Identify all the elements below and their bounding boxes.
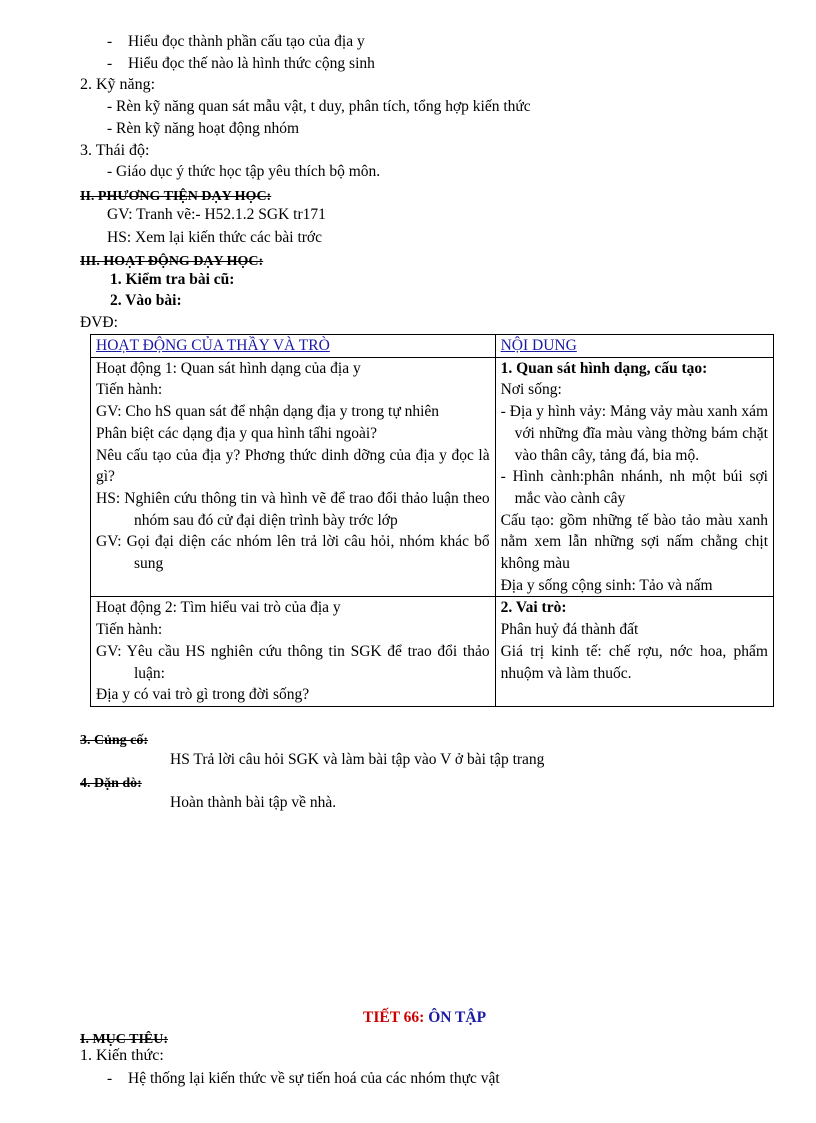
table-row [91, 357, 774, 597]
content-title: 2. Vai trò: [500, 599, 567, 617]
dvd-label: ĐVĐ: [80, 314, 118, 331]
content-line: Nơi sống: [500, 381, 562, 399]
consolidation-text: HS Trả lời câu hỏi SGK và làm bài tập vào V ở bài tập trang [170, 751, 545, 768]
table-header-left: HOẠT ĐỘNG CỦA THẦY VÀ TRÒ [91, 335, 496, 358]
objective-bullet: Hiểu đọc thành phần cấu tạo của địa y [128, 33, 365, 50]
activity-line: Địa y có vai trò gì trong đời sống? [96, 686, 310, 704]
activity-line: Phân biệt các dạng địa y qua hình tấhi ngoài? [96, 424, 378, 442]
activity-2-cell [91, 597, 496, 707]
content-line: Cấu tạo: gồm những tế bào tảo màu xanh nằm xem lẫn những sợi nấm chằng chịt không màu [500, 511, 768, 573]
bullet-dash: - [107, 55, 113, 72]
knowledge-bullet: Hệ thống lại kiến thức về sự tiến hoá của các nhóm thực vật [128, 1070, 500, 1087]
content-title: 1. Quan sát hình dạng, cấu tạo: [500, 359, 708, 377]
content-line: Phân huỷ đá thành đất [500, 621, 639, 639]
bullet-dash: - [107, 1070, 113, 1087]
section-2-heading: II. PHƯƠNG TIỆN DẠY HỌC: [80, 189, 272, 204]
skill-item: - Rèn kỹ năng hoạt động nhóm [107, 120, 300, 137]
attitude-heading: 3. Thái độ: [80, 142, 150, 159]
homework-heading: 4. Dặn dò: [80, 776, 142, 791]
student-materials: HS: Xem lại kiến thức các bài trớc [107, 229, 323, 246]
activity-title: Hoạt động 2: Tìm hiểu vai trò của địa y [96, 599, 341, 617]
activity-line: HS: Nghiên cứu thông tin và hình vẽ để trao đổi thảo luận theo nhóm sau đó cử đại diện trình bày trớc lớp [96, 489, 490, 529]
teacher-materials: GV: Tranh vẽ:- H52.1.2 SGK tr171 [107, 206, 326, 223]
table-header-right: NỘI DUNG [495, 335, 773, 358]
objective-bullet: Hiểu đọc thế nào là hình thức cộng sinh [128, 55, 375, 72]
content-line: Giá trị kinh tế: chế rợu, nớc hoa, phẩm nhuộm và làm thuốc. [500, 642, 768, 682]
lesson-title: TIẾT 66: ÔN TẬP [363, 1009, 487, 1026]
content-2-cell [495, 597, 773, 707]
activity-line: GV: Gọi đại diện các nhóm lên trả lời câu hỏi, nhóm khác bổ sung [96, 533, 490, 573]
skills-heading: 2. Kỹ năng: [80, 76, 156, 93]
activity-line: Nêu cấu tạo của địa y? Phơng thức dinh dỡng của địa y đọc là gì? [96, 446, 490, 486]
skill-item: - Rèn kỹ năng quan sát mẫu vật, t duy, phân tích, tổng hợp kiến thức [107, 98, 531, 115]
step-item: 1. Kiểm tra bài cũ: [110, 271, 235, 288]
content-1-cell [495, 357, 773, 597]
activity-line: GV: Yêu cầu HS nghiên cứu thông tin SGK để trao đổi thảo luận: [96, 642, 490, 682]
attitude-text: - Giáo dục ý thức học tập yêu thích bộ môn. [107, 163, 381, 180]
homework-text: Hoàn thành bài tập về nhà. [170, 794, 337, 811]
section-3-heading: III. HOẠT ĐỘNG DẠY HỌC: [80, 254, 264, 269]
consolidation-heading: 3. Củng cố: [80, 733, 149, 748]
content-line: - Hình cành:phân nhánh, nh một búi sợi mắc vào cành cây [500, 468, 768, 507]
objectives-heading: I. MỤC TIÊU: [80, 1032, 169, 1047]
activity-table [90, 334, 774, 707]
activity-1-cell [91, 357, 496, 597]
table-header-row [91, 335, 774, 358]
content-line: Địa y sống cộng sinh: Tảo và nấm [500, 576, 713, 594]
procedure-label: Tiến hành: [96, 621, 163, 639]
procedure-label: Tiến hành: [96, 381, 163, 399]
content-line: - Địa y hình vảy: Mảng vảy màu xanh xám với những đĩa màu vàng thờng bám chặt vào thân cây, tảng đá, bia mộ. [500, 403, 768, 464]
step-item: 2. Vào bài: [110, 292, 182, 309]
table-row [91, 597, 774, 707]
bullet-dash: - [107, 33, 113, 50]
activity-line: GV: Cho hS quan sát để nhận dạng địa y trong tự nhiên [96, 403, 440, 421]
knowledge-heading: 1. Kiến thức: [80, 1047, 164, 1064]
activity-title: Hoạt động 1: Quan sát hình dạng của địa y [96, 359, 361, 377]
